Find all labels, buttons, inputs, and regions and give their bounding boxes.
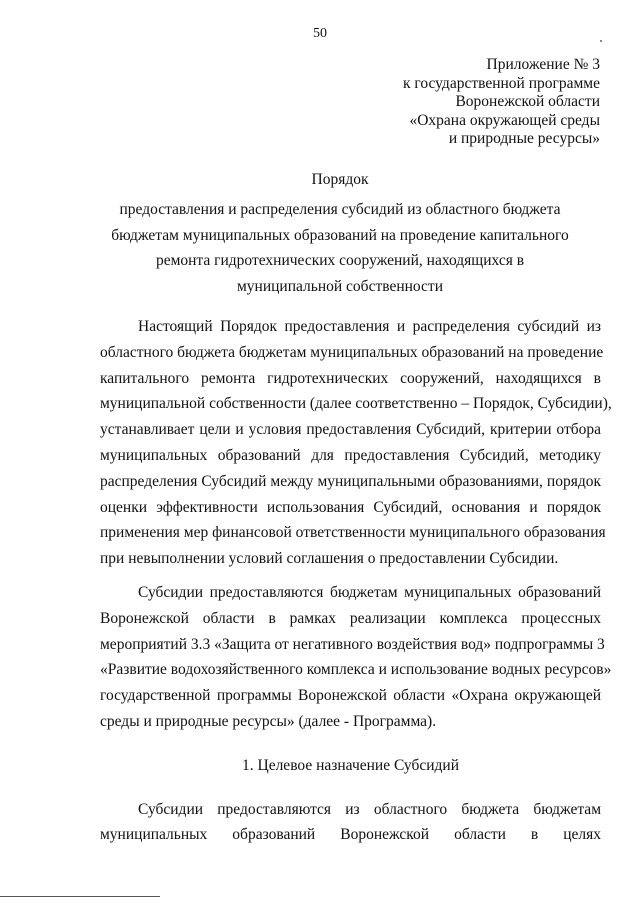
text-line: областного бюджета бюджетам муниципальных образований на проведение [100,343,604,361]
text-line: мероприятий 3.3 «Защита от негативного воздействия вод» подпрограммы 3 [100,635,605,653]
paragraph-intro [100,314,612,572]
document-title [60,170,620,299]
text-line: Субсидии предоставляются из областного бюджета бюджетам [138,800,601,818]
text-line: государственной программы Воронежской области «Охрана окружающей [100,687,601,705]
text-line: Воронежской области в рамках реализации комплекса процессных [100,609,601,627]
title-subtitle-line: бюджетам муниципальных образований на проведение капитального [111,226,569,244]
text-line: при невыполнении условий соглашения о предоставлении Субсидии. [100,550,559,568]
title-subtitle-line: муниципальной собственности [236,277,444,295]
text-line: муниципальных образований Воронежской области в целях [100,826,601,844]
title-subtitle-line: предоставления и распределения субсидий из областного бюджета [119,201,561,218]
text-line: устанавливает цели и условия предоставления Субсидий, критерии отбора [100,421,601,439]
document-body [100,314,612,856]
appendix-header [403,56,600,149]
section-heading: 1. Целевое назначение Субсидий [242,756,459,774]
text-line: распределения Субсидий между муниципальными образованиями, порядок [100,472,601,490]
text-line: применения мер финансовой ответственности муниципального образования [100,524,606,542]
footer-divider [0,896,160,897]
title-subtitle [60,197,620,299]
paragraph-purpose [100,797,601,849]
text-line: Настоящий Порядок предоставления и распределения субсидий из [138,318,601,335]
scan-mark [600,40,602,42]
text-line: муниципальных образований для предоставления Субсидий, методику [100,446,601,464]
title-main: Порядок [311,171,369,188]
page-number: 50 [313,26,327,41]
appendix-line: и природные ресурсы» [448,130,600,148]
text-line: Субсидии предоставляются бюджетам муниципальных образований [138,583,601,601]
paragraph-program [100,580,612,735]
text-line: среды и природные ресурсы» (далее - Программа). [100,712,437,730]
title-subtitle-line: ремонта гидротехнических сооружений, находящихся в [155,252,525,269]
appendix-line: к государственной программе [402,74,600,92]
text-line: муниципальной собственности (далее соответственно – Порядок, Субсидии), [100,395,612,413]
appendix-line: «Охрана окружающей среды [409,111,600,129]
appendix-line: Воронежской области [455,93,600,111]
text-line: оценки эффективности использования Субсидий, основания и порядок [100,498,601,516]
appendix-line: Приложение № 3 [486,56,600,73]
text-line: «Развитие водохозяйственного комплекса и использование водных ресурсов» [100,661,612,679]
text-line: капитального ремонта гидротехнических сооружений, находящихся в [100,369,601,387]
